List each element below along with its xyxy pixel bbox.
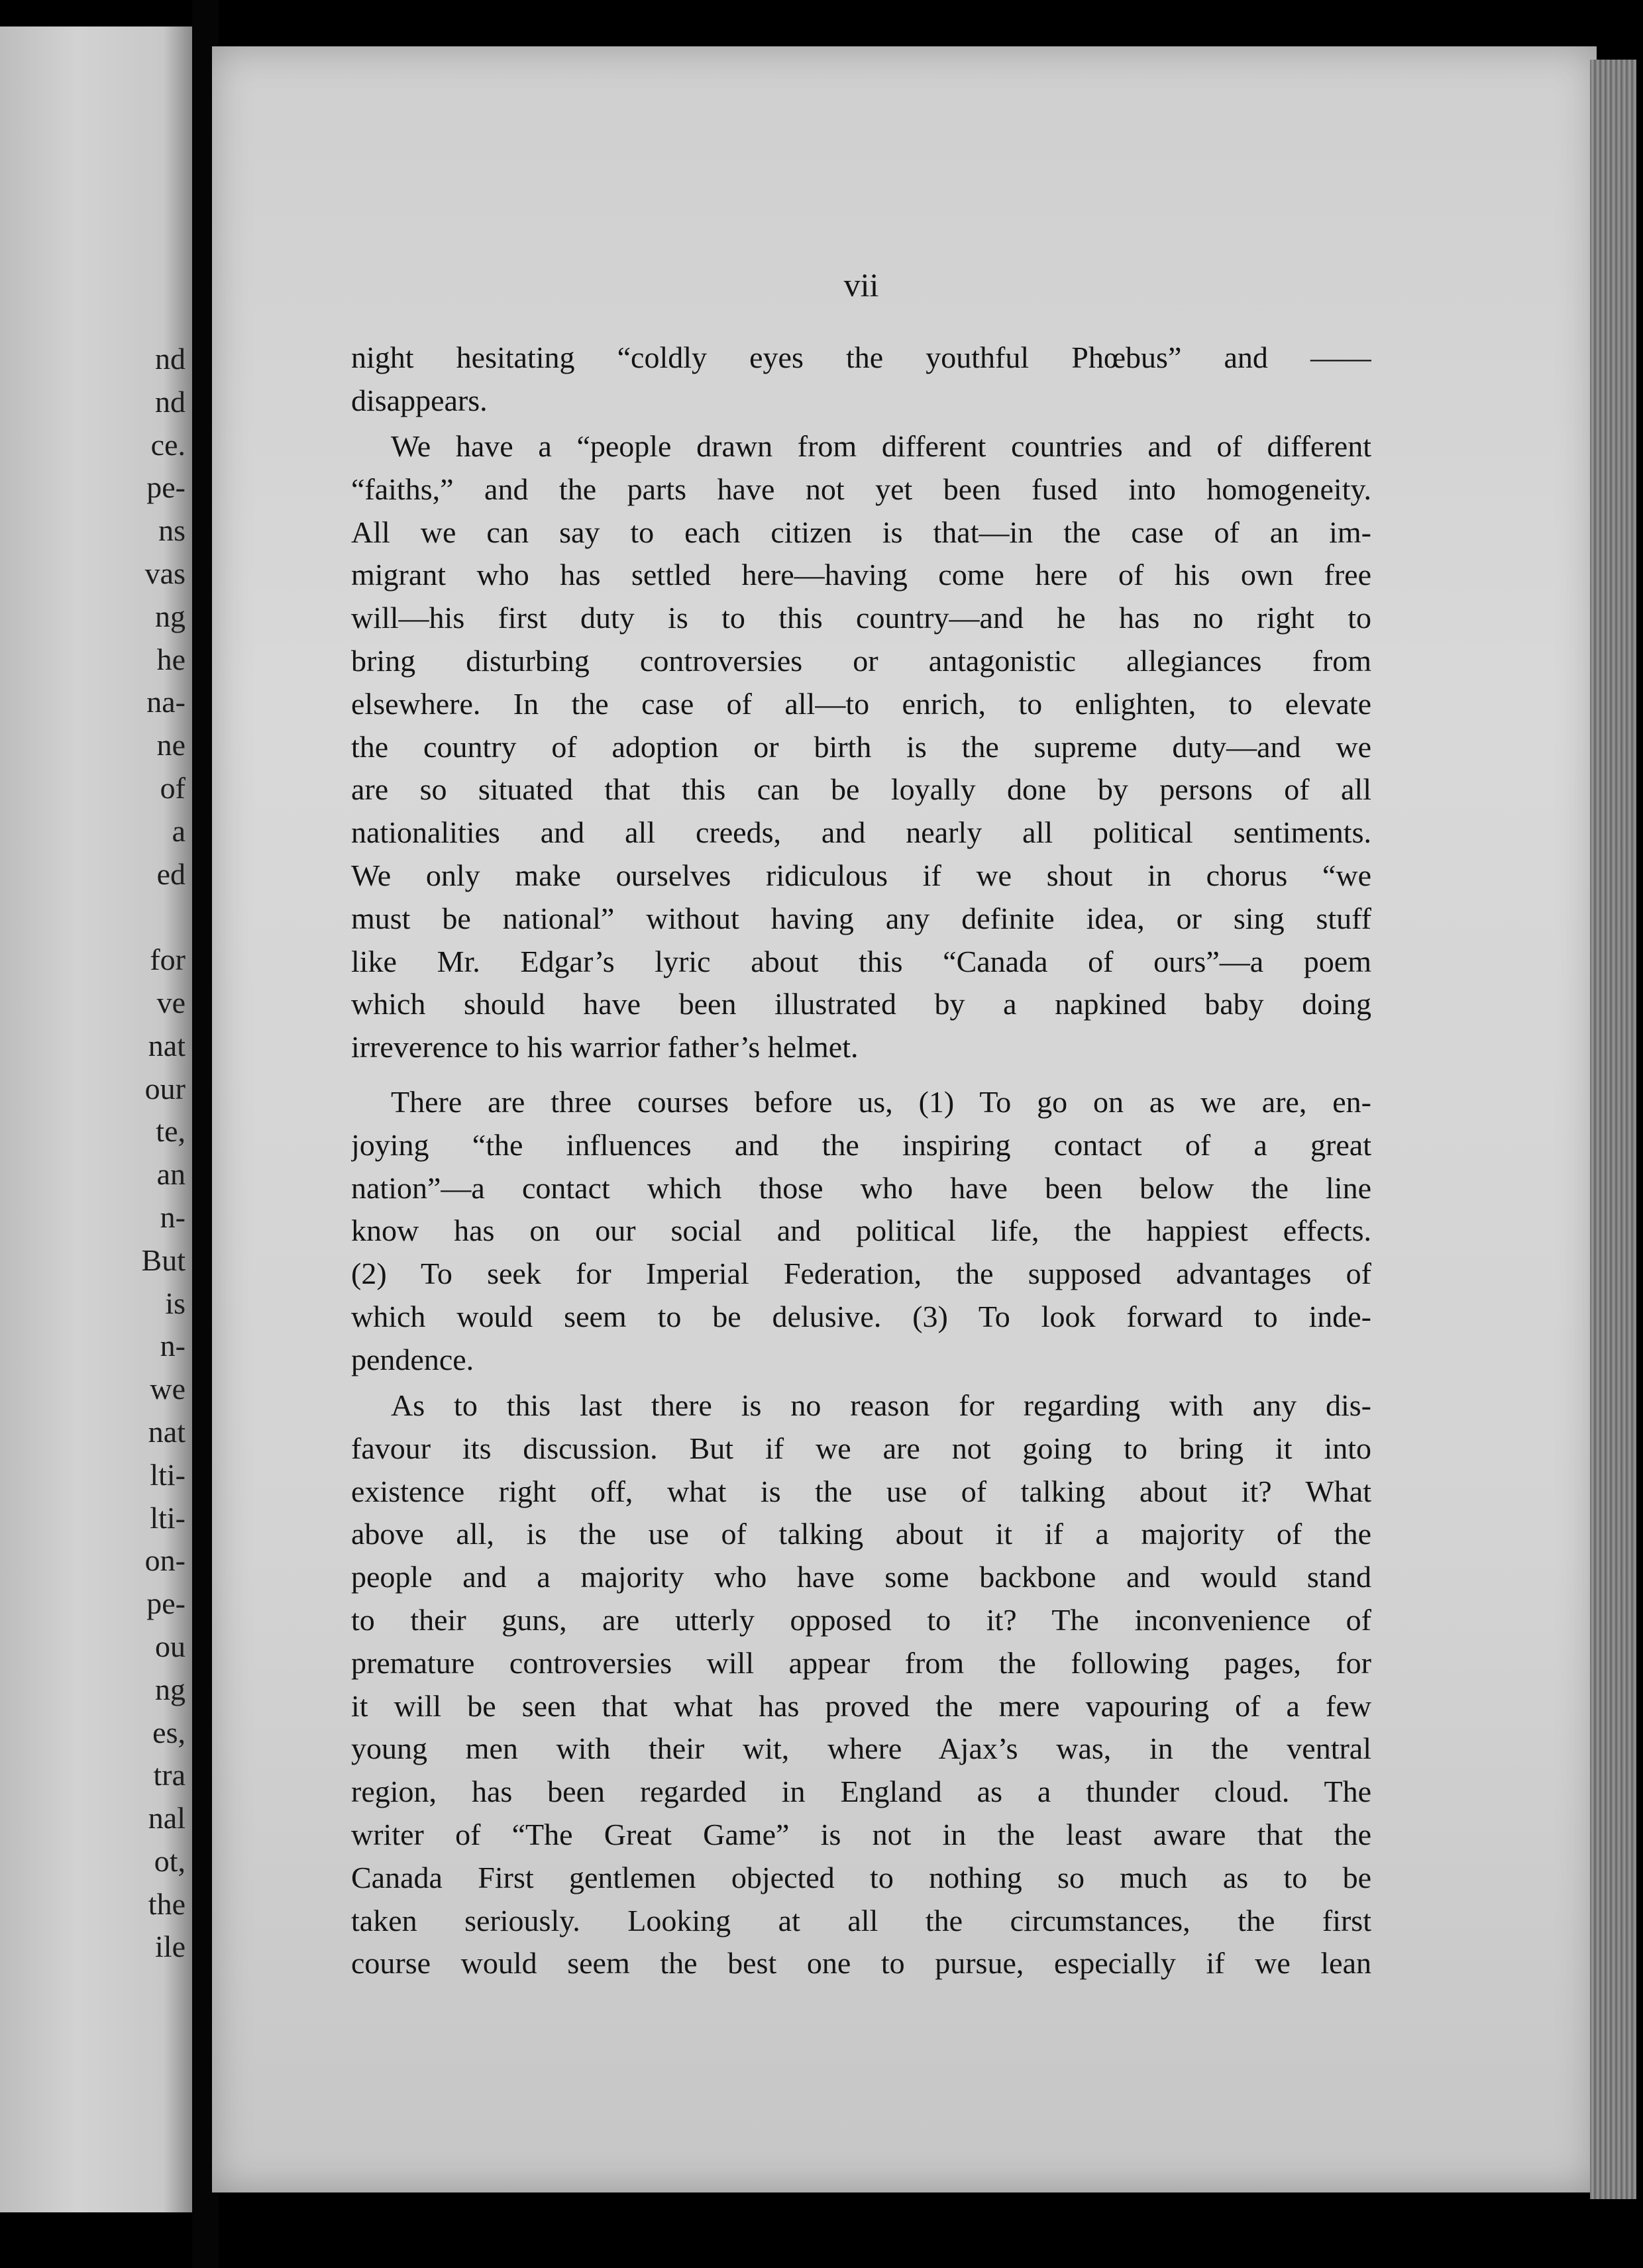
text-line: Canada First gentlemen objected to nothing so much as to be: [351, 1860, 1371, 1894]
fragment-line: ile: [155, 1930, 186, 1964]
text-line: above all, is the use of talking about it if a majority of the: [351, 1517, 1371, 1551]
fragment-line: ou: [155, 1629, 186, 1663]
previous-page-strip: [0, 26, 192, 2212]
text-line: night hesitating “coldly eyes the youthful Phœbus” and ——: [351, 340, 1371, 374]
fragment-line: nd: [155, 342, 186, 376]
fragment-line: a: [172, 813, 186, 848]
text-line: All we can say to each citizen is that—in the case of an im-: [351, 515, 1371, 549]
fragment-line: our: [144, 1071, 186, 1106]
text-line: region, has been regarded in England as a thunder cloud. The: [351, 1775, 1371, 1809]
paragraph-1: [351, 336, 1371, 423]
text-line: irreverence to his warrior father’s helmet.: [351, 1030, 859, 1064]
text-line: young men with their wit, where Ajax’s was, in the ventral: [351, 1731, 1371, 1766]
fragment-line: n-: [160, 1329, 186, 1363]
fragment-line: nal: [148, 1801, 186, 1835]
text-line: which should have been illustrated by a napkined baby doing: [351, 987, 1371, 1021]
fragment-line: ed: [156, 856, 186, 891]
fragment-line: an: [156, 1157, 186, 1192]
fragment-line: vas: [144, 556, 186, 590]
fragment-line: on-: [144, 1543, 186, 1578]
paragraph-4: [351, 1384, 1371, 1985]
text-line: will—his first duty is to this country—and he has no right to: [351, 601, 1371, 635]
fragment-line: lti-: [150, 1500, 186, 1535]
text-line: like Mr. Edgar’s lyric about this “Canada of ours”—a poem: [351, 944, 1371, 978]
text-line: We have a “people drawn from different countries and of different: [391, 429, 1371, 463]
text-line: people and a majority who have some backbone and would stand: [351, 1560, 1371, 1594]
fragment-line: ve: [156, 985, 186, 1019]
fragment-line: ng: [155, 1672, 186, 1706]
page-number: vii: [843, 266, 879, 303]
fragment-line: pe-: [146, 470, 186, 505]
text-line: must be national” without having any definite idea, or sing stuff: [351, 901, 1371, 935]
text-line: premature controversies will appear from the following pages, for: [351, 1645, 1371, 1680]
fragment-line: we: [150, 1372, 186, 1406]
fragment-line: nat: [148, 1028, 186, 1062]
text-line: nation”—a contact which those who have been below the line: [351, 1170, 1371, 1205]
text-line: joying “the influences and the inspiring contact of a great: [351, 1127, 1371, 1162]
text-line: taken seriously. Looking at all the circumstances, the first: [351, 1903, 1371, 1937]
text-line: We only make ourselves ridiculous if we shout in chorus “we: [351, 858, 1371, 892]
text-line: As to this last there is no reason for regarding with any dis-: [391, 1388, 1371, 1422]
text-line: bring disturbing controversies or antagonistic allegiances from: [351, 643, 1371, 678]
text-line: existence right off, what is the use of talking about it? What: [351, 1474, 1371, 1508]
fragment-line: nd: [155, 384, 186, 419]
fragment-line: pe-: [146, 1586, 186, 1621]
text-line: elsewhere. In the case of all—to enrich, to enlighten, to elevate: [351, 686, 1371, 721]
text-line: writer of “The Great Game” is not in the least aware that the: [351, 1817, 1371, 1851]
text-line: pendence.: [351, 1342, 474, 1376]
text-line: disappears.: [351, 383, 488, 417]
fragment-line: the: [148, 1886, 186, 1921]
text-line: (2) To seek for Imperial Federation, the supposed advantages of: [351, 1257, 1371, 1291]
text-line: favour its discussion. But if we are not going to bring it into: [351, 1431, 1371, 1465]
fragment-line: n-: [160, 1200, 186, 1234]
fragment-line: ce.: [150, 427, 186, 462]
fragment-line: es,: [152, 1715, 186, 1749]
text-line: to their guns, are utterly opposed to it? The inconvenience of: [351, 1602, 1371, 1637]
paragraph-2: [351, 425, 1371, 1069]
fragment-line: for: [150, 943, 186, 977]
text-line: are so situated that this can be loyally done by persons of all: [351, 772, 1371, 807]
text-line: the country of adoption or birth is the supreme duty—and we: [351, 729, 1371, 764]
text-line: course would seem the best one to pursue, especially if we lean: [351, 1946, 1371, 1981]
fragment-line: [142, 896, 186, 939]
fragment-line: of: [160, 770, 186, 805]
fragment-line: ne: [156, 728, 186, 762]
fragment-line: But: [141, 1243, 186, 1277]
fragment-line: ng: [155, 599, 186, 633]
paragraph-3: [351, 1081, 1371, 1382]
text-line: know has on our social and political life, the happiest effects.: [351, 1213, 1371, 1248]
text-line: “faiths,” and the parts have not yet been fused into homogeneity.: [351, 472, 1371, 506]
fragment-line: ot,: [154, 1843, 186, 1878]
fragment-line: na-: [146, 685, 186, 719]
fragment-line: is: [165, 1286, 186, 1320]
text-line: nationalities and all creeds, and nearly all political sentiments.: [351, 815, 1371, 850]
fragment-line: ns: [158, 513, 186, 548]
fragment-line: lti-: [150, 1457, 186, 1492]
fragment-line: he: [156, 642, 186, 676]
fragment-line: nat: [148, 1414, 186, 1449]
page-edges: [1590, 60, 1636, 2199]
fragment-line: te,: [156, 1114, 186, 1149]
fragment-line: tra: [153, 1758, 186, 1792]
text-line: migrant who has settled here—having come here of his own free: [351, 558, 1371, 592]
text-line: There are three courses before us, (1) To go on as we are, en-: [391, 1085, 1371, 1119]
previous-page-text-fragments: [142, 338, 186, 1969]
text-line: which would seem to be delusive. (3) To look forward to inde-: [351, 1299, 1371, 1333]
text-line: it will be seen that what has proved the mere vapouring of a few: [351, 1688, 1371, 1723]
